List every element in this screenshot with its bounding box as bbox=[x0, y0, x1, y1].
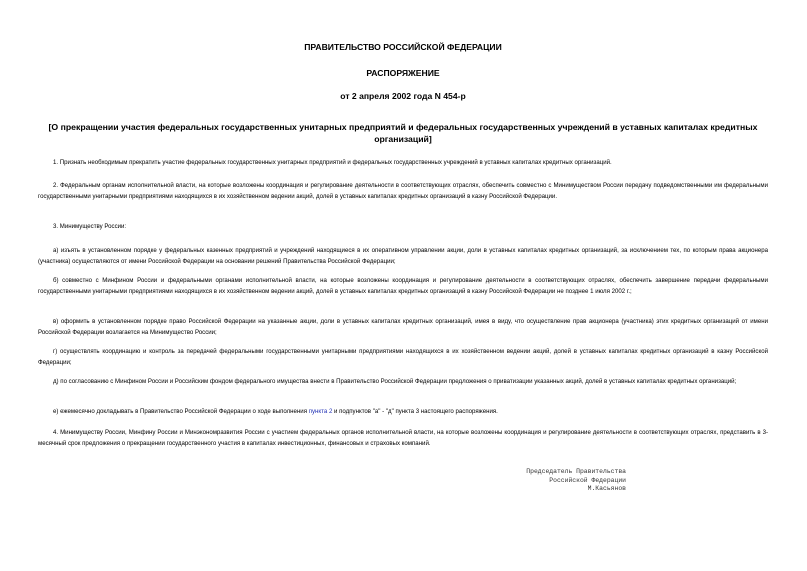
signature-position: Председатель Правительства bbox=[526, 468, 626, 475]
document-type-heading: РАСПОРЯЖЕНИЕ bbox=[366, 68, 440, 78]
paragraph-3f bbox=[38, 407, 768, 418]
paragraph-3e: д) по согласованию с Минфином России и Российским фондом федерального имущества внести в Правительство Российской Федерации предложения о приватизации указанных акций, долей в уставных капиталах кредитных организаций; bbox=[53, 378, 737, 385]
paragraph-3c: в) оформить в установленном порядке право Российской Федерации на указанные акции, доли в уставных капиталах кредитных организаций, имея в виду, что осуществление прав акционера (участника) этих кредитных организаций от имени Российской Федерации возлагается на Минимущество России; bbox=[38, 318, 768, 336]
point-2-link[interactable]: пункта 2 bbox=[308, 408, 333, 415]
signature-organization: Российской Федерации bbox=[549, 476, 626, 484]
paragraph-3f-text-before: е) ежемесячно докладывать в Правительство Российской Федерации о ходе выполнения bbox=[53, 408, 309, 415]
paragraph-3b: б) совместно с Минфином России и федеральными органами исполнительной власти, на которые возложены координация и регулирование деятельности в соответствующих отраслях, обеспечить завершение передачи федеральными государственными унитарными предприятиями находящихся в их хозяйственном ведении акций, долей в уставных капиталах кредитных организаций в казну Российской Федерации не позднее 1 июля 2002 г.; bbox=[38, 277, 768, 295]
paragraph-3: 3. Минимуществу России: bbox=[53, 223, 127, 230]
government-heading: ПРАВИТЕЛЬСТВО РОССИЙСКОЙ ФЕДЕРАЦИИ bbox=[304, 42, 502, 52]
paragraph-1: 1. Признать необходимым прекратить участие федеральных государственных унитарных предприятий и федеральных государственных учреждений в уставных капиталах кредитных организаций. bbox=[53, 159, 612, 166]
paragraph-4: 4. Минимуществу России, Минфину России и Минэкономразвития России с участием федеральных органов исполнительной власти, на которые возложены координация и регулирование деятельности в соответствующих отраслях, представить в 3-месячный срок предложения о прекращении государственного участия в капиталах инвестиционных, финансовых и страховых компаний. bbox=[38, 429, 768, 447]
paragraph-2: 2. Федеральным органам исполнительной власти, на которые возложены координация и регулирование деятельности в соответствующих отраслях, обеспечить совместно с Минимуществом России передачу подведомственными им федеральными государственными унитарными предприятиями находящихся в их хозяйственном ведении акций, долей в уставных капиталах кредитных организаций в казну Российской Федерации. bbox=[38, 182, 768, 200]
signature-block bbox=[366, 468, 768, 494]
document-date-number: от 2 апреля 2002 года N 454-р bbox=[340, 91, 466, 101]
signature-name: М.Касьянов bbox=[587, 485, 626, 493]
document-title: [О прекращении участия федеральных государственных унитарных предприятий и федеральных государственных учреждений в уставных капиталах кредитных организаций] bbox=[48, 122, 758, 144]
paragraph-3a: а) изъять в установленном порядке у федеральных казенных предприятий и учреждений находящиеся в их оперативном управлении акции, доли в уставных капиталах кредитных организаций, за исключением тех, по которым права акционера (участника) осуществляются от имени Российской Федерации на основании решений Правительства Российской Федерации; bbox=[38, 247, 768, 265]
paragraph-3f-text-after: и подпунктов "а" - "д" пункта 3 настоящего распоряжения. bbox=[332, 408, 498, 415]
paragraph-3d: г) осуществлять координацию и контроль за передачей федеральными государственными унитарными предприятиями находящихся в их хозяйственном ведении акций, долей в уставных капиталах кредитных организаций в казну Российской Федерации; bbox=[38, 348, 768, 366]
